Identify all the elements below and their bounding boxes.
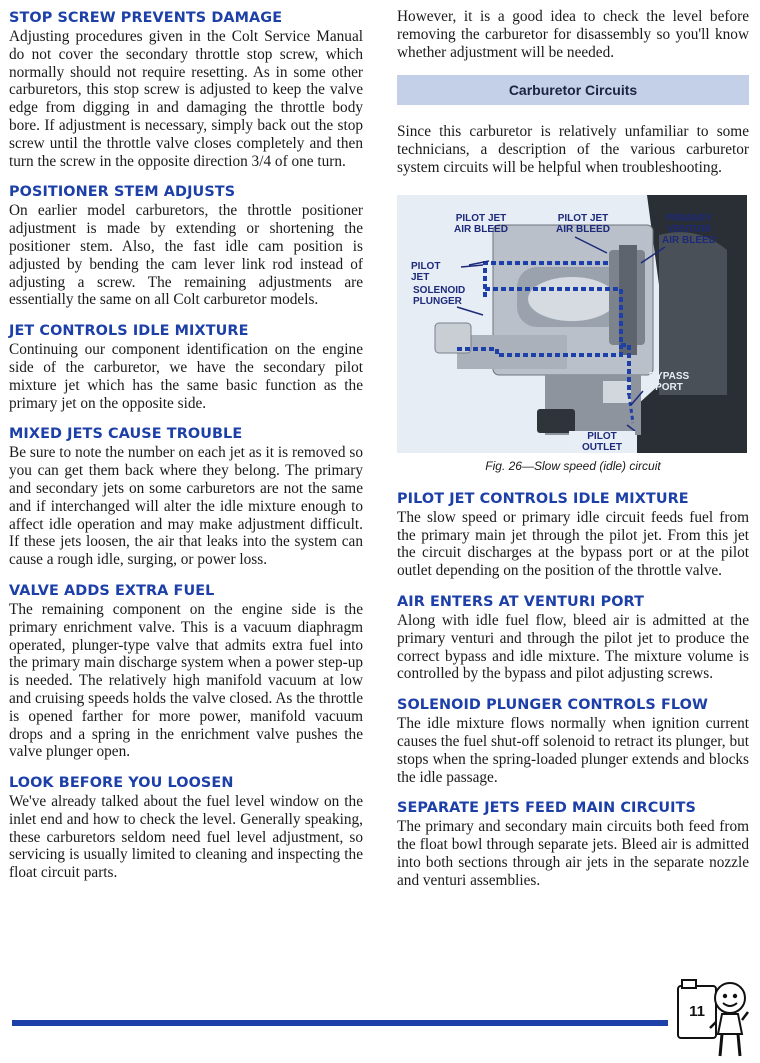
section-pilot-jet xyxy=(397,489,749,580)
section-text: Adjusting procedures given in the Colt Service Manual do not cover the secondary throttle stop screw, which normally should not require resetting. As in some other carburetors, this stop screw is adjusted to keep the valve edge from digging in and damaging the throttle body bore. If adjustment is necessary, simply back out the stop screw until the throttle valve closes completely and then turn the screw in the opposite direction 3/4 of one turn. xyxy=(9,28,363,170)
figure-label-bypass-port: BYPASS PORT xyxy=(648,370,690,393)
section-heading: STOP SCREW PREVENTS DAMAGE xyxy=(9,10,283,26)
figure-label-pilot-jet: PILOT JET xyxy=(411,260,441,283)
figure-label-solenoid-plunger: SOLENOID PLUNGER xyxy=(413,284,466,307)
section-look-before xyxy=(9,773,363,882)
section-banner: Carburetor Circuits xyxy=(397,75,749,105)
section-heading: JET CONTROLS IDLE MIXTURE xyxy=(9,323,249,340)
section-mixed-jets xyxy=(9,424,363,569)
section-text: On earlier model carburetors, the throttle positioner adjustment is made by extending or shortening the positioner stem. Also, the fast idle cam position is adjusted by bending the cam lever link rod instead of adjusting a screw. The remaining adjustments are essentially the same on all Colt carburetor models. xyxy=(9,202,363,309)
mascot-icon xyxy=(672,972,752,1060)
section-text: The slow speed or primary idle circuit feeds fuel from the primary main jet through the pilot jet. From this jet the circuit discharges at the bypass port or at the pilot outlet depending on the position of the throttle valve. xyxy=(397,508,749,580)
section-text: Continuing our component identification on the engine side of the carburetor, we have the secondary pilot mixture jet which has the same basic function as the primary jet on the opposite side. xyxy=(9,341,363,412)
section-heading: PILOT JET CONTROLS IDLE MIXTURE xyxy=(397,490,689,507)
section-valve-fuel xyxy=(9,581,363,761)
page-number: 11 xyxy=(689,1003,705,1020)
section-separate-jets xyxy=(397,798,749,889)
intro-paragraph-2: Since this carburetor is relatively unfamiliar to some technicians, a description of the various carburetor system circuits will be helpful when troubleshooting. xyxy=(397,123,749,176)
section-text: We've already talked about the fuel level window on the inlet end and how to check the level. Generally speaking, these carburetors seldom need fuel level adjustment, so servicing is usually limited to cleaning and inspecting the float circuit parts. xyxy=(9,793,363,882)
section-heading: LOOK BEFORE YOU LOOSEN xyxy=(9,775,234,792)
section-heading: SOLENOID PLUNGER CONTROLS FLOW xyxy=(397,697,708,714)
section-heading: AIR ENTERS AT VENTURI PORT xyxy=(397,593,644,610)
section-text: The primary and secondary main circuits both feed from the float bowl through separate jets. Bleed air is admitted into both sections through air jets in the separate nozzle and venturi assemblies. xyxy=(397,818,749,889)
figure-label-pilot-outlet: PILOT OUTLET xyxy=(569,431,635,453)
footer-rule xyxy=(12,1020,668,1026)
section-positioner-stem xyxy=(9,182,363,309)
figure-caption: Fig. 26—Slow speed (idle) circuit xyxy=(485,458,661,473)
section-text: Along with idle fuel flow, bleed air is admitted at the primary venturi and through the pilot jet to produce the correct bypass and idle mixture. The mixture volume is controlled by the bypass and pilot adjusting screws. xyxy=(397,611,749,683)
section-air-enters xyxy=(397,592,749,683)
section-heading: POSITIONER STEM ADJUSTS xyxy=(9,184,236,201)
left-column xyxy=(9,8,363,894)
intro-paragraph: However, it is a good idea to check the level before removing the carburetor for disassembly so you'll know whether adjustment will be needed. xyxy=(397,8,749,61)
section-solenoid xyxy=(397,695,749,786)
section-stop-screw xyxy=(9,8,363,170)
figure-label-pilot-jet-air-bleed: PILOT JET AIR BLEED xyxy=(454,212,508,235)
figure-label-primary-venturi-air-bleed: PRIMARY VENTURI AIR BLEED xyxy=(662,212,716,246)
figure-label-pilot-jet-air-bleed-2: PILOT JET AIR BLEED xyxy=(556,212,610,235)
right-column xyxy=(397,8,749,902)
section-text: The remaining component on the engine side is the primary enrichment valve. This is a vacuum diaphragm operated, plunger-type valve that admits extra fuel into the primary main discharge system when a power step-up is needed. The relatively high manifold vacuum at low and cruising speeds holds the valve closed. As the throttle is opened farther for more power, manifold vacuum drops and a spring in the enrichment valve pushes the valve plunger open. xyxy=(9,600,363,761)
section-heading: VALVE ADDS EXTRA FUEL xyxy=(9,582,215,599)
section-text: Be sure to note the number on each jet as it is removed so you can get them back where they belong. The primary and secondary jets on some carburetors are not the same and if interchanged will alter the idle mixture enough to affect idle operation and may make adjustment difficult. If these jets loosen, the air that leaks into the system can cause a rough idle, surging, or power loss. xyxy=(9,444,363,569)
section-heading: SEPARATE JETS FEED MAIN CIRCUITS xyxy=(397,800,696,817)
section-jet-controls xyxy=(9,321,363,412)
section-heading: MIXED JETS CAUSE TROUBLE xyxy=(9,426,243,443)
carburetor-figure xyxy=(397,195,747,453)
section-text: The idle mixture flows normally when ignition current causes the fuel shut-off solenoid to retract its plunger, but stops when the spring-loaded plunger extends and blocks the idle passage. xyxy=(397,715,749,786)
